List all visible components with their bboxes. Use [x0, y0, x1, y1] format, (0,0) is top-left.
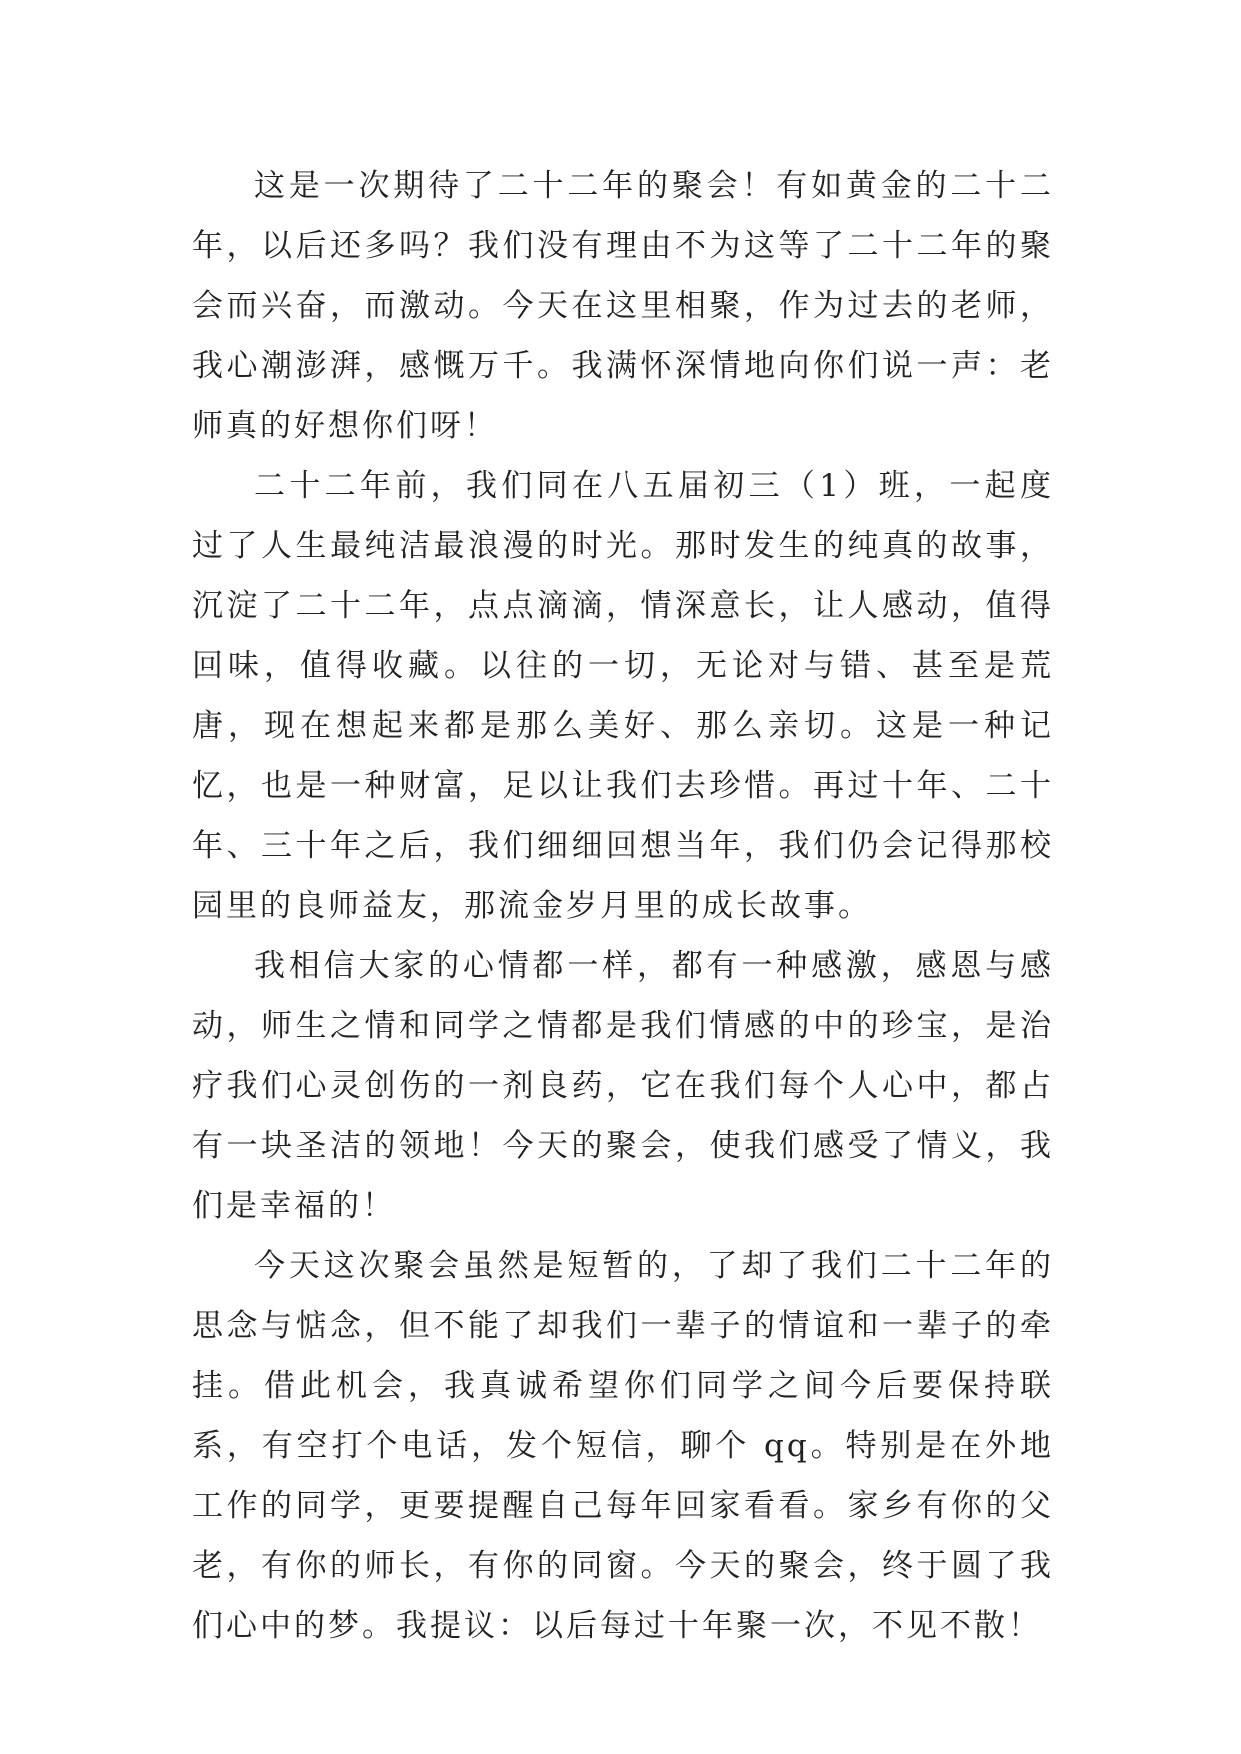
document-body [192, 156, 1054, 1656]
paragraph-4: 今天这次聚会虽然是短暂的，了却了我们二十二年的思念与惦念，但不能了却我们一辈子的情谊和一辈子的牵挂。借此机会，我真诚希望你们同学之间今后要保持联系，有空打个电话，发个短信，聊个 qq。特别是在外地工作的同学，更要提醒自己每年回家看看。家乡有你的父老，有你的师长，有你的同窗。今天的聚会，终于圆了我们心中的梦。我提议：以后每过十年聚一次，不见不散！ [192, 1248, 1054, 1644]
paragraph-3: 我相信大家的心情都一样，都有一种感激，感恩与感动，师生之情和同学之情都是我们情感的中的珍宝，是治疗我们心灵创伤的一剂良药，它在我们每个人心中，都占有一块圣洁的领地！今天的聚会，使我们感受了情义，我们是幸福的！ [192, 948, 1054, 1224]
paragraph-1: 这是一次期待了二十二年的聚会！有如黄金的二十二年，以后还多吗？我们没有理由不为这等了二十二年的聚会而兴奋，而激动。今天在这里相聚，作为过去的老师，我心潮澎湃，感慨万千。我满怀深情地向你们说一声：老师真的好想你们呀！ [192, 168, 1054, 444]
paragraph-2: 二十二年前，我们同在八五届初三（1）班，一起度过了人生最纯洁最浪漫的时光。那时发生的纯真的故事，沉淀了二十二年，点点滴滴，情深意长，让人感动，值得回味，值得收藏。以往的一切，无论对与错、甚至是荒唐，现在想起来都是那么美好、那么亲切。这是一种记忆，也是一种财富，足以让我们去珍惜。再过十年、二十年、三十年之后，我们细细回想当年，我们仍会记得那校园里的良师益友，那流金岁月里的成长故事。 [192, 468, 1054, 924]
